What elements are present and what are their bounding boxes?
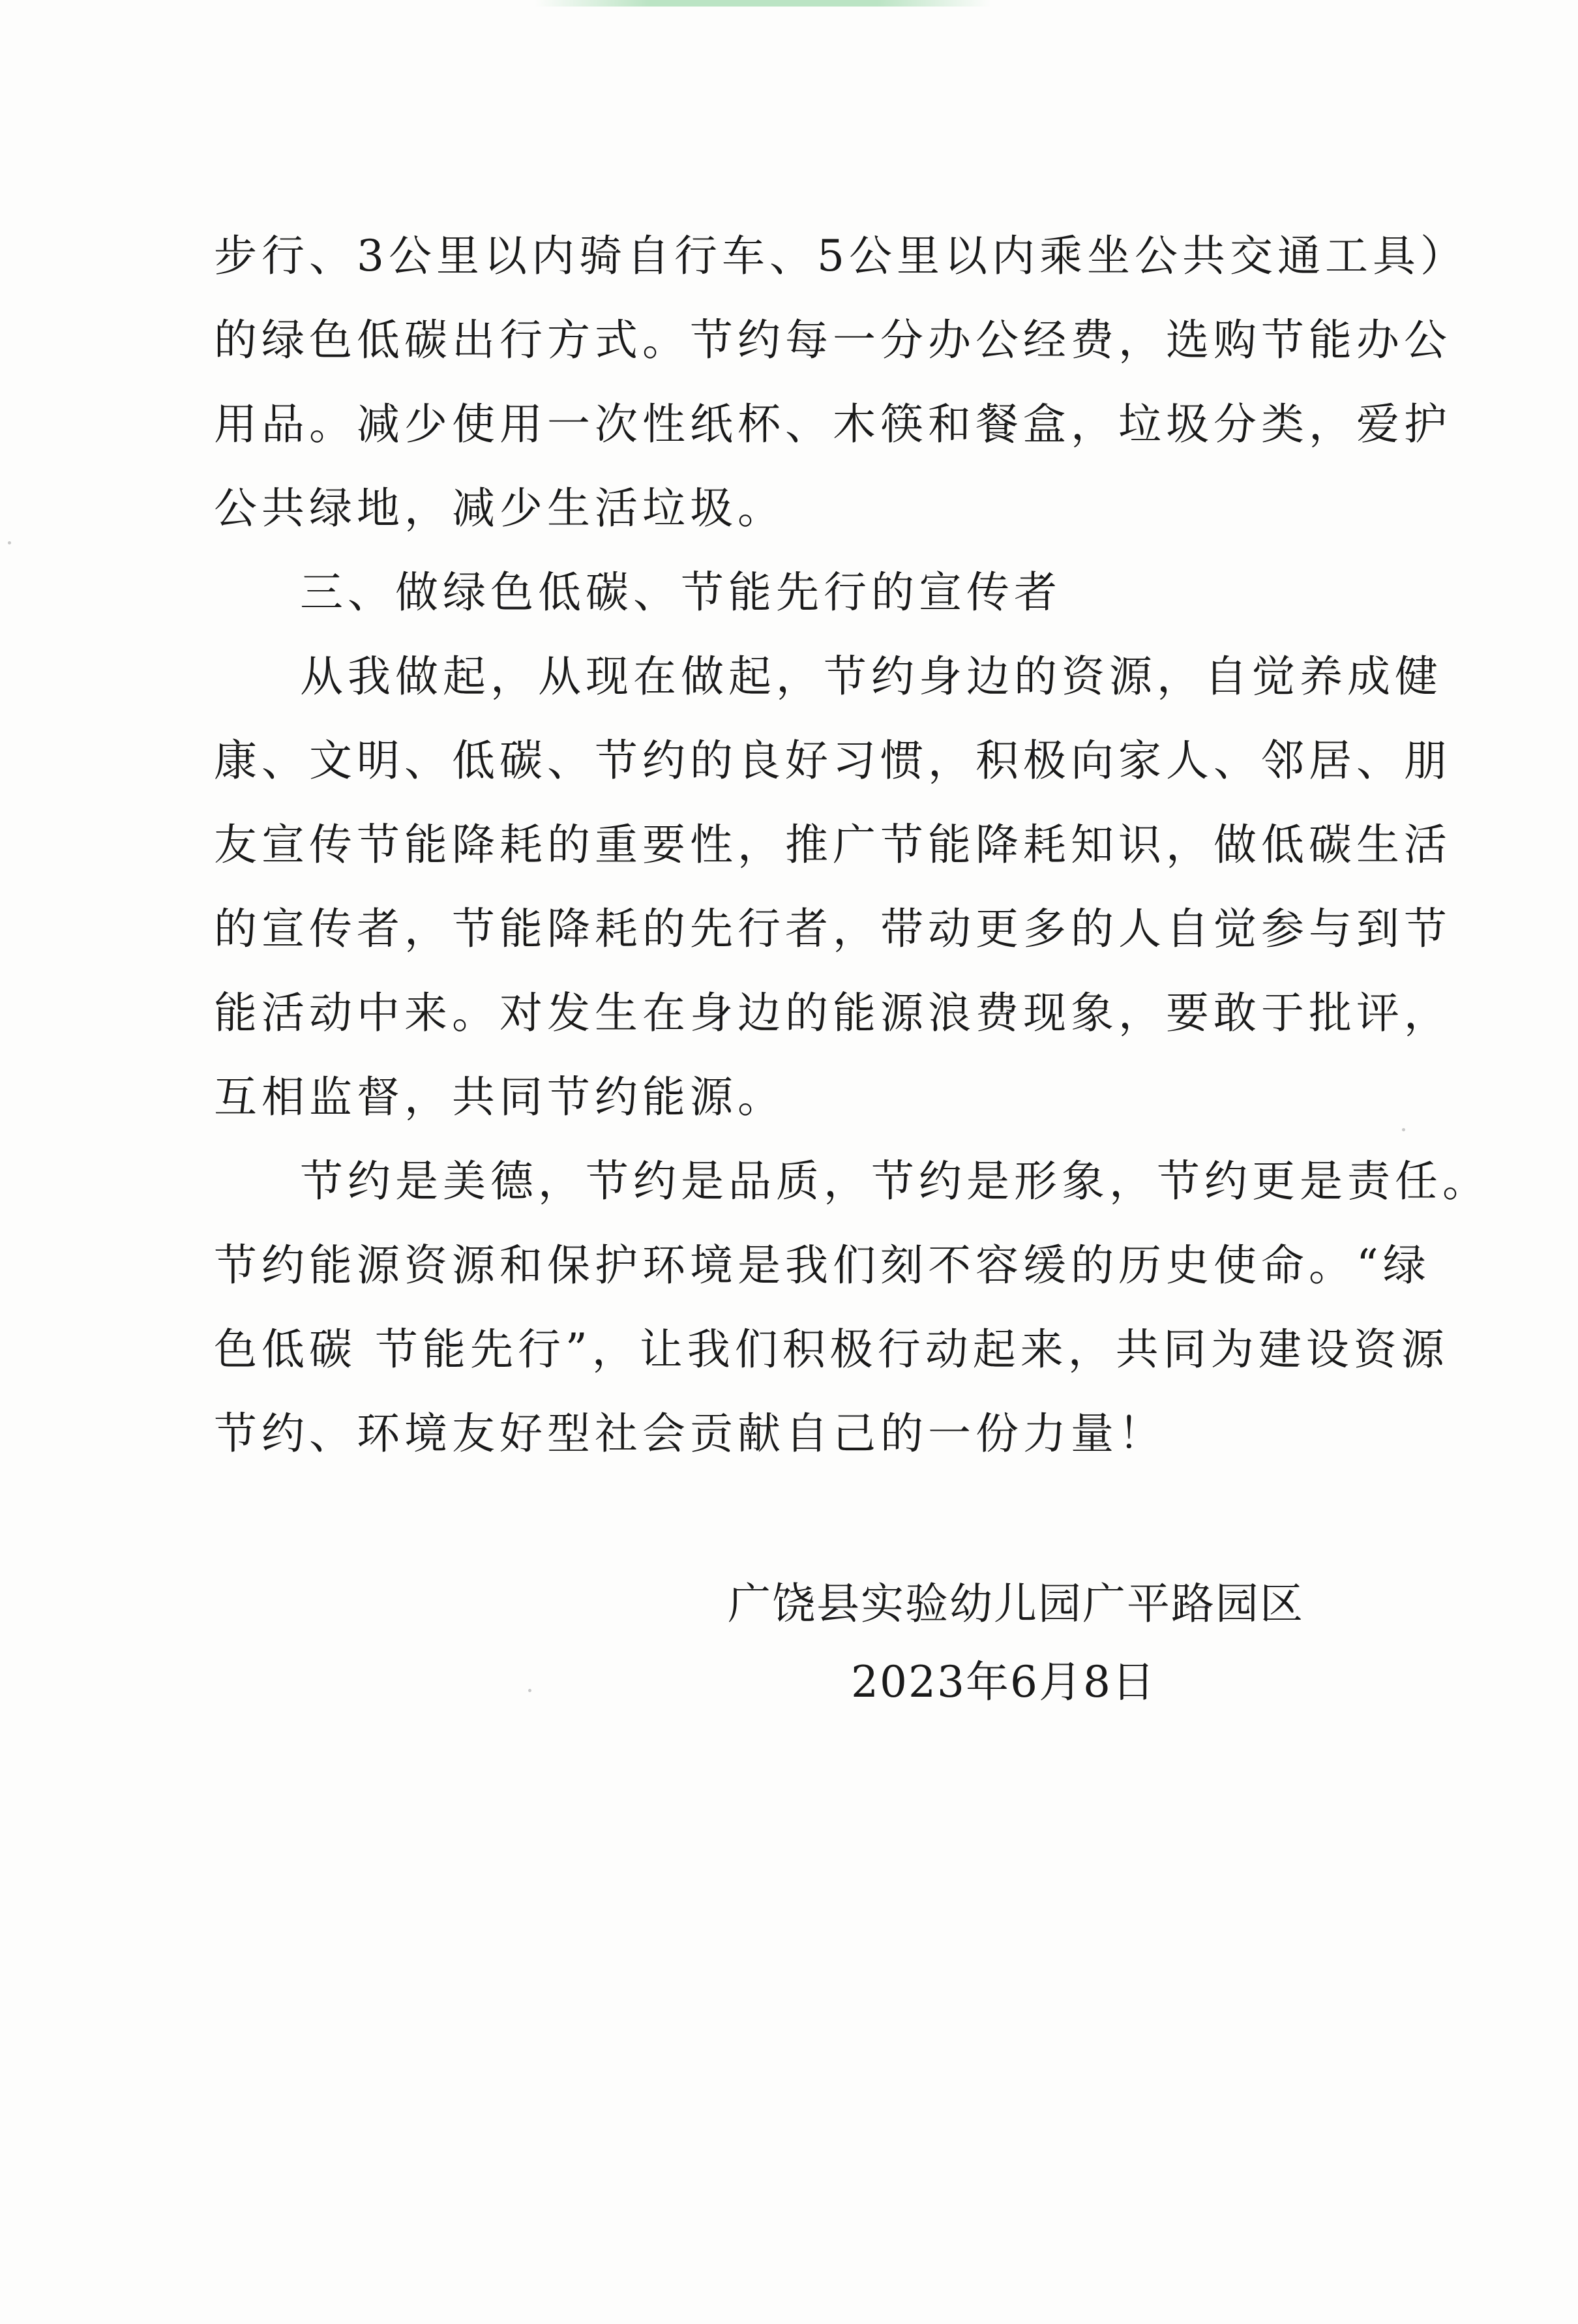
text-line: 公共绿地，减少生活垃圾。	[214, 483, 785, 533]
text-line: 康、文明、低碳、节约的良好习惯，积极向家人、邻居、朋	[214, 736, 1451, 786]
text-line: 节约能源资源和保护环境是我们刻不容缓的历史使命。“绿	[214, 1240, 1431, 1290]
signature-block	[717, 1565, 1304, 1721]
signature-date: 2023年6月8日	[851, 1657, 1156, 1707]
text-line: 节约是美德，节约是品质，节约是形象，节约更是责任。	[300, 1156, 1490, 1206]
text-line: 节约、环境友好型社会贡献自己的一份力量！	[214, 1408, 1166, 1459]
text-line: 互相监督，共同节约能源。	[214, 1072, 785, 1122]
text-line: 的宣传者，节能降耗的先行者，带动更多的人自觉参与到节	[214, 904, 1451, 954]
text-line: 步行、3公里以内骑自行车、5公里以内乘坐公共交通工具）	[214, 231, 1468, 281]
body-text	[214, 214, 1490, 1476]
scan-edge-mark	[535, 0, 991, 7]
scan-speck	[1402, 1128, 1405, 1131]
text-line: 色低碳 节能先行”，让我们积极行动起来，共同为建设资源	[214, 1324, 1449, 1375]
text-line: 从我做起，从现在做起，节约身边的资源，自觉养成健	[300, 651, 1442, 702]
text-line: 的绿色低碳出行方式。节约每一分办公经费，选购节能办公	[214, 315, 1451, 365]
text-line: 能活动中来。对发生在身边的能源浪费现象，要敢于批评，	[214, 988, 1451, 1038]
text-line: 友宣传节能降耗的重要性，推广节能降耗知识，做低碳生活	[214, 820, 1451, 870]
signature-organization: 广饶县实验幼儿园广平路园区	[728, 1579, 1304, 1629]
section-heading: 三、做绿色低碳、节能先行的宣传者	[300, 567, 1062, 618]
scan-speck	[528, 1689, 531, 1692]
text-line: 用品。减少使用一次性纸杯、木筷和餐盒，垃圾分类，爱护	[214, 399, 1451, 449]
scan-speck	[8, 541, 11, 544]
